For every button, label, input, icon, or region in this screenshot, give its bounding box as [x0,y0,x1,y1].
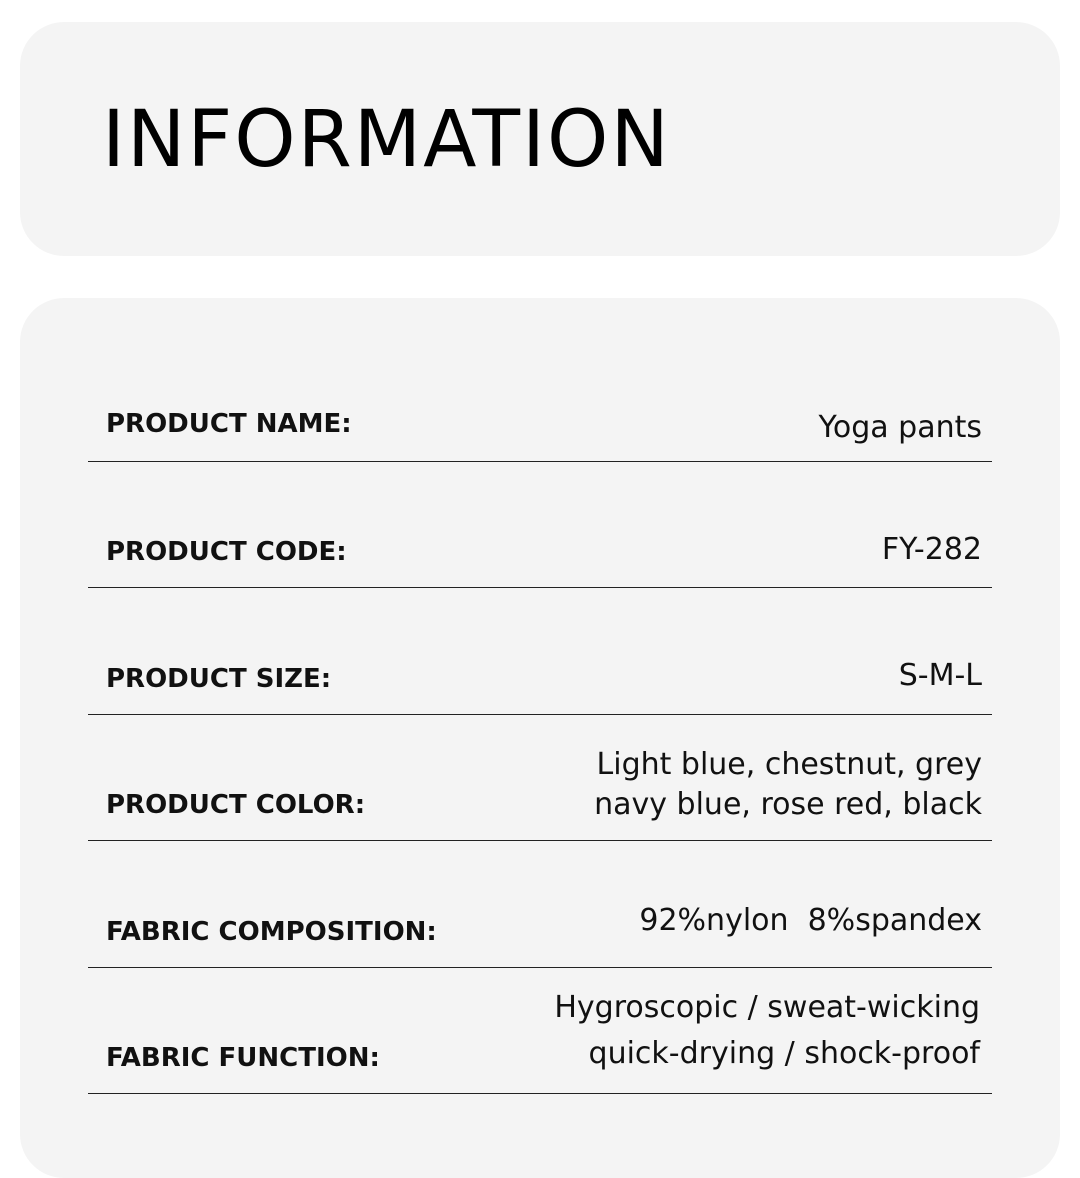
fabric-composition-label: FABRIC COMPOSITION: [106,917,437,947]
row-fabric-composition [88,841,992,968]
row-product-code [88,462,992,588]
product-size-label: PRODUCT SIZE: [106,664,332,694]
information-header-card [20,22,1060,256]
fabric-composition-value: 92%nylon 8%spandex [639,903,982,938]
product-color-value-line-2: navy blue, rose red, black [594,787,982,822]
product-info-card [20,298,1060,1178]
product-code-value: FY-282 [881,532,982,567]
row-product-color [88,715,992,841]
row-product-size [88,588,992,715]
product-name-label: PRODUCT NAME: [106,409,352,439]
product-name-value: Yoga pants [818,410,982,445]
product-color-label: PRODUCT COLOR: [106,790,366,820]
product-color-value-line-1: Light blue, chestnut, grey [596,747,982,782]
page-title: INFORMATION [102,95,671,185]
product-size-value: S-M-L [898,658,982,693]
row-fabric-function [88,968,992,1094]
fabric-function-value-line-2: quick-drying / shock-proof [588,1036,980,1071]
product-code-label: PRODUCT CODE: [106,537,347,567]
fabric-function-label: FABRIC FUNCTION: [106,1043,380,1073]
fabric-function-value-line-1: Hygroscopic / sweat-wicking [554,990,980,1025]
row-product-name [88,398,992,462]
